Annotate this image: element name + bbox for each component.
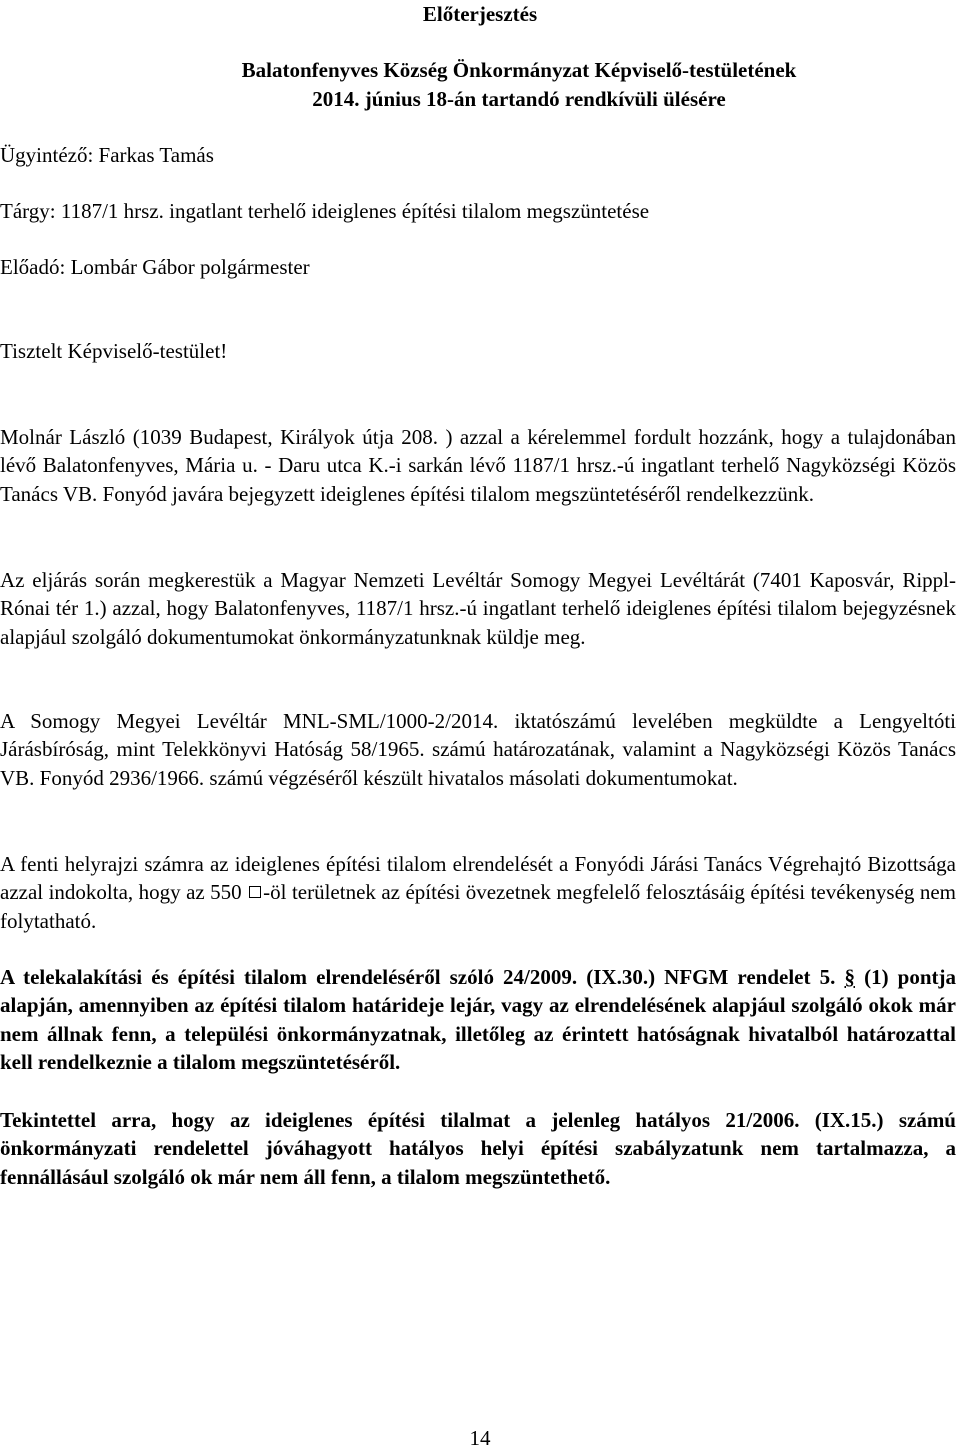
subtitle-line-1: Balatonfenyves Község Önkormányzat Képviselő-testületének xyxy=(241,58,797,82)
page-number: 14 xyxy=(469,1426,491,1450)
presenter-line: Előadó: Lombár Gábor polgármester xyxy=(0,255,310,279)
document-subtitle xyxy=(0,56,960,114)
paragraph-archive-request: Az eljárás során megkerestük a Magyar Nemzeti Levéltár Somogy Megyei Levéltárát (7401 Kaposvár, Rippl-Rónai tér 1.) azzal, hogy Balatonfenyves, 1187/1 hrsz.-ú ingatlant terhelő ideiglenes építési tilalom bejegyzésnek alapjául szolgáló dokumentumokat önkormányzatunknak küldje meg. xyxy=(0,568,956,649)
salutation: Tisztelt Képviselő-testület! xyxy=(0,339,228,363)
paragraph-justification xyxy=(0,850,956,935)
paragraph-archive-response: A Somogy Megyei Levéltár MNL-SML/1000-2/2014. iktatószámú levelében megküldte a Lengyeltóti Járásbíróság, mint Telekkönyvi Hatóság 58/1965. számú határozatának, valamint a Nagyközségi Közös Tanács VB. Fonyód 2936/1966. számú végzéséről készült hivatalos másolati dokumentumokat. xyxy=(0,709,956,790)
paragraph-legal-basis xyxy=(0,963,956,1077)
handler-line: Ügyintéző: Farkas Tamás xyxy=(0,143,214,167)
legal-basis-text-start: A telekalakítási és építési tilalom elrendeléséről szóló 24/2009. (IX.30.) NFGM rendelet 5. xyxy=(0,965,836,989)
square-unit-icon xyxy=(249,886,261,898)
paragraph-sign: § xyxy=(844,965,855,989)
justification-text-end: -öl területnek az építési övezetnek megfelelő felosztásáig építési tevékenység nem folytatható. xyxy=(0,880,957,933)
subject-line: Tárgy: 1187/1 hrsz. ingatlant terhelő ideiglenes építési tilalom megszüntetése xyxy=(0,199,650,223)
paragraph-conclusion: Tekintettel arra, hogy az ideiglenes építési tilalmat a jelenleg hatályos 21/2006. (IX.15.) számú önkormányzati rendelettel jóváhagyott hatályos helyi építési szabályzatunk nem tartalmazza, a fennállásául szolgáló ok már nem áll fenn, a tilalom megszüntethető. xyxy=(0,1108,956,1189)
document-title: Előterjesztés xyxy=(422,2,538,26)
paragraph-request: Molnár László (1039 Budapest, Királyok útja 208. ) azzal a kérelemmel fordult hozzánk, hogy a tulajdonában lévő Balatonfenyves, Mária u. - Daru utca K.-i sarkán lévő 1187/1 hrsz.-ú ingatlant terhelő Nagyközségi Közös Tanács VB. Fonyód javára bejegyzett ideiglenes építési tilalom megszüntetéséről rendelkezzünk. xyxy=(0,425,956,506)
subtitle-line-2: 2014. június 18-án tartandó rendkívüli ülésére xyxy=(312,87,726,111)
justification-text-start: A fenti helyrajzi számra az ideiglenes építési tilalom elrendelését a Fonyódi Járási Tanács Végrehajtó Bizottsága azzal indokolta, hogy az 550 xyxy=(0,852,956,905)
legal-basis-text-end: (1) pontja alapján, amennyiben az építési tilalom határideje lejár, vagy az elrendelésének alapjául szolgáló okok már nem állnak fenn, a települési önkormányzatnak, illetőleg az érintett hatóságnak hivatalból határozattal kell rendelkeznie a tilalom megszüntetéséről. xyxy=(0,965,957,1075)
